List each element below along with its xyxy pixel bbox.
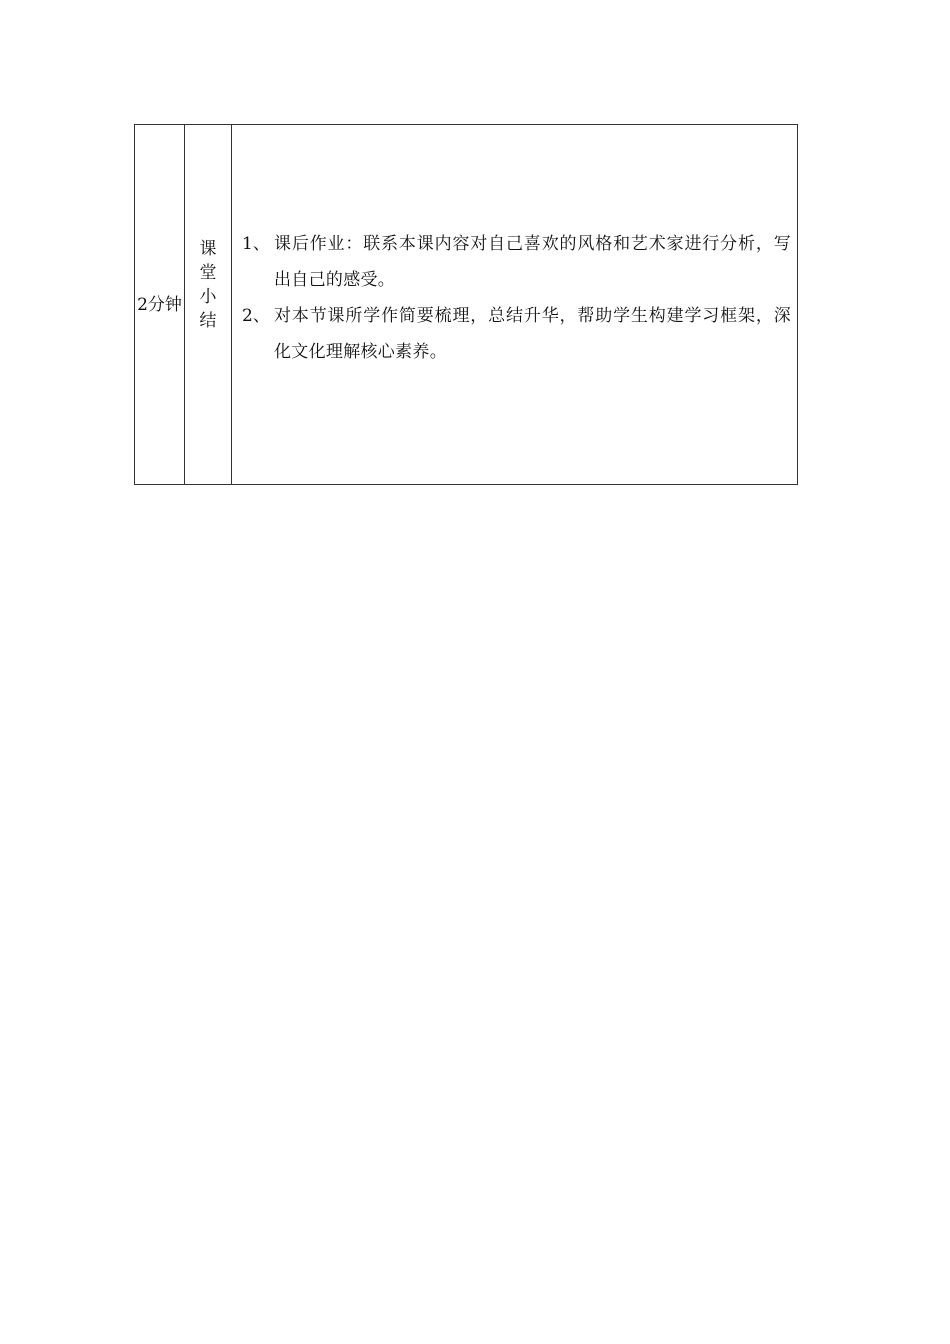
list-item xyxy=(242,298,791,370)
content-cell xyxy=(232,125,798,485)
time-text: 2分钟 xyxy=(137,294,182,315)
list-item-number: 1、 xyxy=(242,233,270,254)
lesson-plan-table xyxy=(134,124,798,485)
list-item xyxy=(242,226,791,298)
list-item-text: 对本节课所学作简要梳理，总结升华，帮助学生构建学习框架，深化文化理解核心素养。 xyxy=(274,305,791,362)
stage-text: 课堂小结 xyxy=(199,238,217,331)
table-row xyxy=(135,125,798,485)
stage-cell xyxy=(185,125,232,485)
list-item-number: 2、 xyxy=(242,305,270,326)
content-list xyxy=(242,226,791,370)
time-cell xyxy=(135,125,185,485)
list-item-text: 课后作业：联系本课内容对自己喜欢的风格和艺术家进行分析，写出自己的感受。 xyxy=(274,233,791,290)
